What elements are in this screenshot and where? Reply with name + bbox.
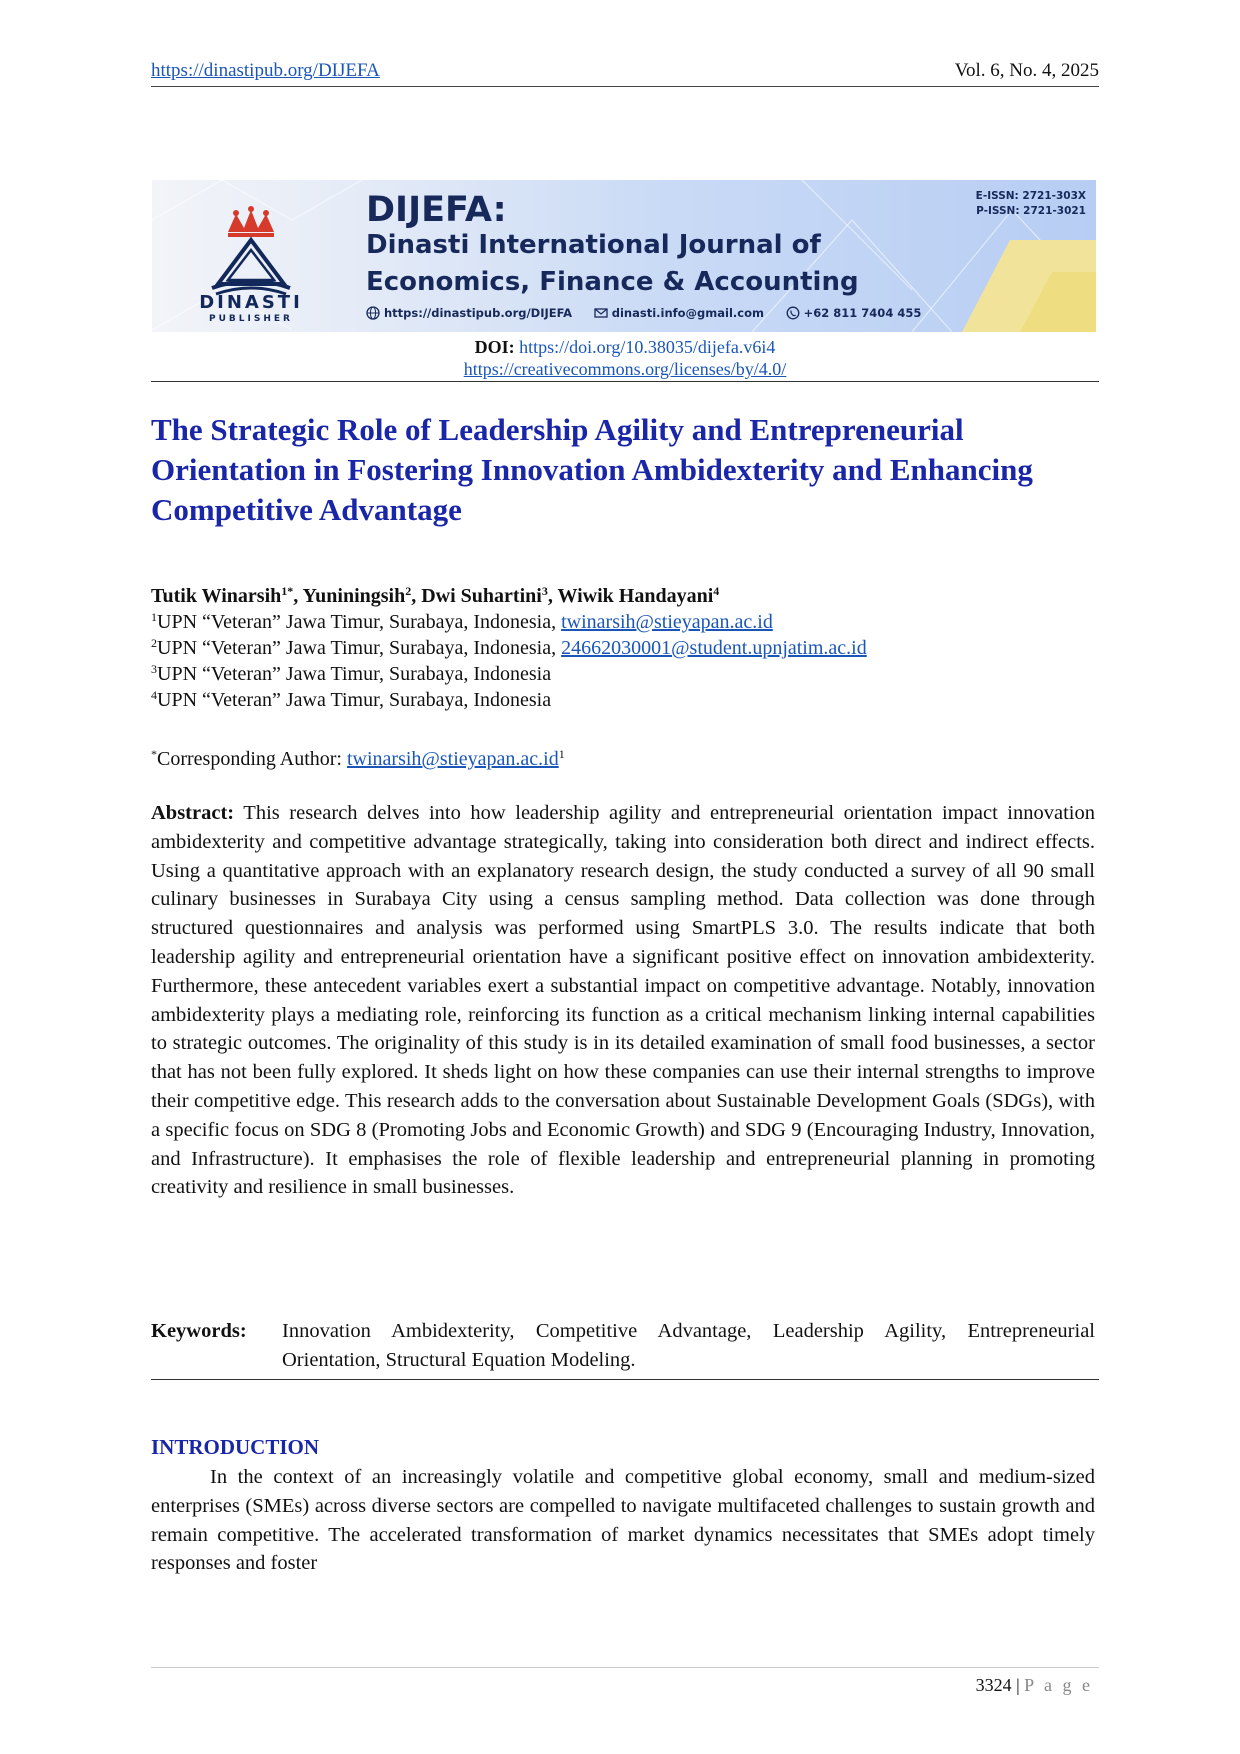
corresponding-author: [151, 746, 1099, 772]
keywords-text: Innovation Ambidexterity, Competitive Advantage, Leadership Agility, Entrepreneurial Orientation, Structural Equation Modeling.: [282, 1320, 1095, 1371]
author-sup: 4: [713, 584, 720, 598]
corresponding-label: Corresponding Author:: [157, 748, 347, 770]
banner-phone-text: +62 811 7404 455: [803, 306, 922, 320]
introduction-paragraph: In the context of an increasingly volatile and competitive global economy, small and medium-sized enterprises (SMEs) across diverse sectors are compelled to navigate multifaceted challenges to sustain growth and remain competitive. The accelerated transformation of market dynamics necessitates that SMEs adopt timely responses and foster: [151, 1466, 1095, 1575]
doi-divider: [151, 381, 1099, 382]
corresponding-sup: *: [151, 747, 157, 761]
affiliation-text: UPN “Veteran” Jawa Timur, Surabaya, Indonesia: [157, 663, 552, 685]
affiliation-line: [151, 635, 1099, 661]
doi-link[interactable]: https://doi.org/10.38035/dijefa.v6i4: [519, 337, 776, 357]
author-email-link[interactable]: twinarsih@stieyapan.ac.id: [561, 611, 773, 633]
footer-divider: [151, 1667, 1099, 1668]
page-label: P a g e: [1024, 1675, 1093, 1695]
banner-phone: [786, 306, 922, 320]
page-number: 3324: [975, 1675, 1012, 1695]
section-heading-introduction: INTRODUCTION: [151, 1435, 320, 1459]
affiliation-sup: 2: [151, 636, 157, 650]
running-header: [151, 58, 1099, 87]
whatsapp-icon: [786, 306, 800, 320]
keywords-label: Keywords:: [151, 1320, 247, 1342]
affiliation-text: UPN “Veteran” Jawa Timur, Surabaya, Indonesia,: [157, 611, 562, 633]
doi-label: DOI:: [474, 337, 515, 357]
license-link[interactable]: https://creativecommons.org/licenses/by/4.0/: [463, 359, 787, 379]
abstract-text: This research delves into how leadership agility and entrepreneurial orientation impact innovation ambidexterity and competitive advantage strategically, taking into consideration both direct and indirect effects. Using a quantitative approach with an explanatory research design, the study conducted a survey of all 90 small culinary businesses in Surabaya City using a census sampling method. Data collection was done through structured questionnaires and analysis was performed using SmartPLS 3.0. The results indicate that both leadership agility and entrepreneurial orientation have a significant positive effect on innovation ambidexterity. Furthermore, these antecedent variables exert a substantial impact on competitive advantage. Notably, innovation ambidexterity plays a mediating role, reinforcing its function as a critical mechanism linking internal capabilities to strategic outcomes. The originality of this study is in its detailed examination of small food businesses, a sector that has not been fully explored. It sheds light on how these companies can use their internal strengths to improve their competitive edge. This research adds to the conversation about Sustainable Development Goals (SDGs), with a specific focus on SDG 8 (Promoting Jobs and Economic Growth) and SDG 9 (Encouraging Industry, Innovation, and Infrastructure). It emphasises the role of flexible leadership and entrepreneurial planning in promoting creativity and resilience in small businesses.: [151, 802, 1095, 1199]
corresponding-email-sup: 1: [558, 747, 565, 761]
page-separator: |: [1016, 1675, 1020, 1695]
journal-url-link[interactable]: https://dinastipub.org/DIJEFA: [151, 60, 380, 81]
author-name: Yuniningsih: [302, 585, 406, 607]
affiliation-line: [151, 687, 1099, 713]
affiliation-line: [151, 609, 1099, 635]
banner-website-text: https://dinastipub.org/DIJEFA: [384, 306, 573, 320]
banner-journal-name-line1: Dinasti International Journal of: [366, 230, 821, 260]
author-block: [151, 583, 1099, 713]
affiliation-text: UPN “Veteran” Jawa Timur, Surabaya, Indonesia: [157, 689, 552, 711]
abstract: [151, 799, 1095, 1202]
author-name: Dwi Suhartini: [421, 585, 542, 607]
banner-journal-name-line2: Economics, Finance & Accounting: [366, 267, 859, 297]
author-name: Wiwik Handayani: [557, 585, 714, 607]
author-sup: 2: [405, 584, 412, 598]
volume-info: Vol. 6, No. 4, 2025: [954, 60, 1099, 81]
affiliation-sup: 1: [151, 610, 157, 624]
e-issn: E-ISSN: 2721-303X: [975, 190, 1086, 202]
author-sup: 3: [541, 584, 548, 598]
author-names: Tutik Winarsih$^{1*}$, Yuniningsih$^2$, Dwi Suhartini$^3$, Wiwik Handayani$^4$: [151, 584, 720, 607]
globe-icon: [366, 306, 380, 320]
p-issn: P-ISSN: 2721-3021: [976, 205, 1086, 217]
journal-banner: [152, 180, 1096, 332]
author-name: Tutik Winarsih: [151, 585, 282, 607]
affiliation-text: UPN “Veteran” Jawa Timur, Surabaya, Indonesia,: [157, 637, 562, 659]
author-email-link[interactable]: 24662030001@student.upnjatim.ac.id: [561, 637, 867, 659]
logo-subtext: PUBLISHER: [209, 314, 293, 324]
logo-wordmark: DINASTI: [199, 292, 303, 313]
affiliation-sup: 4: [151, 688, 157, 702]
mail-icon: [594, 306, 608, 320]
keywords-divider: [151, 1379, 1099, 1380]
banner-contact-row: [366, 306, 939, 320]
banner-journal-acronym: DIJEFA:: [366, 190, 507, 230]
affiliation-sup: 3: [151, 662, 157, 676]
author-sup: 1*: [281, 584, 294, 598]
abstract-label: Abstract:: [151, 802, 235, 824]
banner-email: [594, 306, 764, 320]
paper-title: The Strategic Role of Leadership Agility and Entrepreneurial Orientation in Fostering Innovation Ambidexterity and Enhancing Competitive Advantage: [151, 412, 1033, 527]
banner-website: [366, 306, 572, 320]
banner-email-text: dinasti.info@gmail.com: [611, 306, 764, 320]
page-footer: [976, 1675, 1093, 1696]
corresponding-email-link[interactable]: twinarsih@stieyapan.ac.id: [347, 748, 559, 770]
affiliation-line: [151, 661, 1099, 687]
doi-block: [151, 336, 1099, 380]
